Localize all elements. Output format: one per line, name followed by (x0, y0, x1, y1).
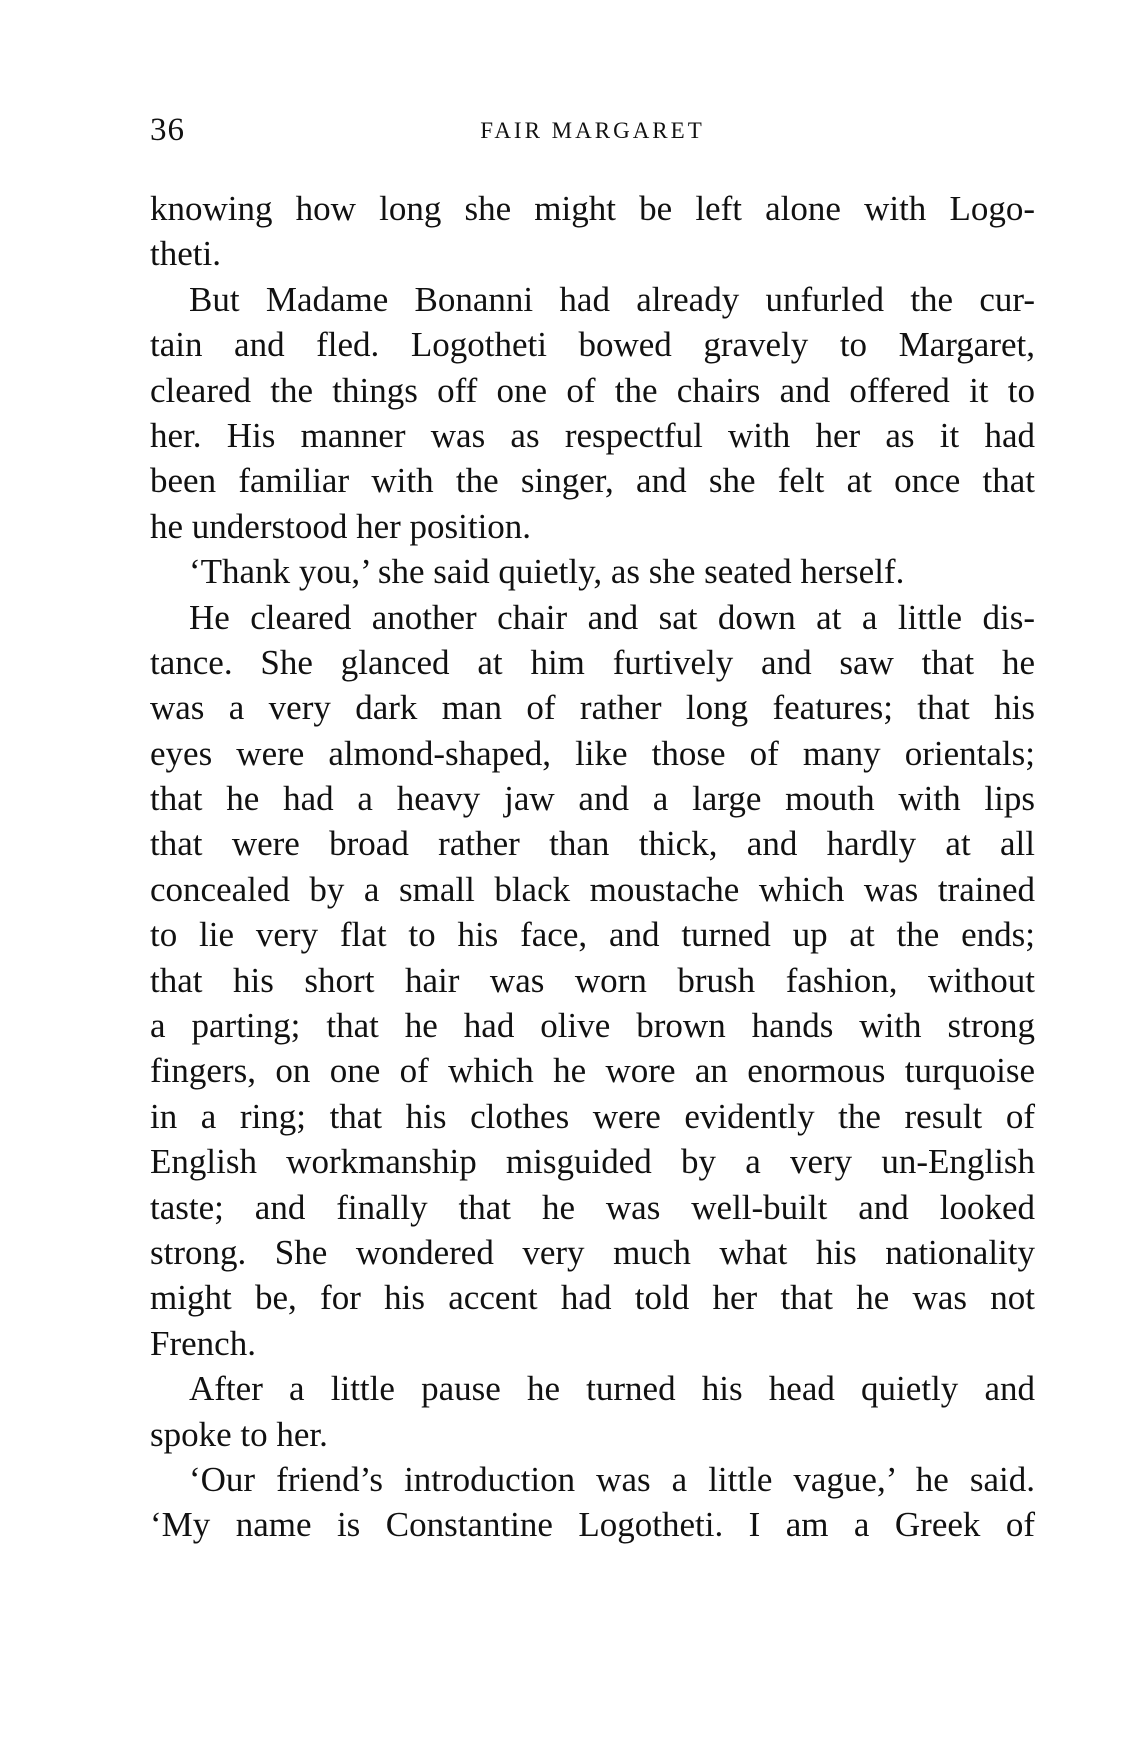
text-line: tain and fled. Logotheti bowed gravely to Margaret, (150, 325, 1035, 365)
text-line: eyes were almond-shaped, like those of many orientals; (150, 733, 1035, 773)
text-line: been familiar with the singer, and she felt at once that (150, 461, 1035, 501)
page-header (150, 112, 1035, 152)
text-line: her. His manner was as respectful with her as it had (150, 415, 1035, 455)
text-line: a parting; that he had olive brown hands with strong (150, 1006, 1035, 1046)
page-number: 36 (150, 112, 185, 148)
text-line: ‘Thank you,’ she said quietly, as she seated herself. (189, 552, 905, 592)
text-line: that were broad rather than thick, and hardly at all (150, 824, 1035, 864)
text-line: ‘Our friend’s introduction was a little vague,’ he said. (189, 1459, 1035, 1499)
text-line: spoke to her. (150, 1414, 328, 1454)
text-line: he understood her position. (150, 506, 532, 546)
text-line: might be, for his accent had told her that he was not (150, 1278, 1035, 1318)
text-line: fingers, on one of which he wore an enormous turquoise (150, 1051, 1035, 1091)
text-line: After a little pause he turned his head quietly and (189, 1369, 1035, 1409)
text-line: theti. (150, 234, 221, 274)
text-line: strong. She wondered very much what his nationality (150, 1232, 1035, 1272)
text-line: that he had a heavy jaw and a large mouth with lips (150, 779, 1035, 819)
text-line: concealed by a small black moustache which was trained (150, 869, 1035, 909)
text-line: French. (150, 1323, 256, 1363)
text-line: But Madame Bonanni had already unfurled the cur- (189, 279, 1035, 319)
text-line: English workmanship misguided by a very un-English (150, 1142, 1035, 1182)
text-line: He cleared another chair and sat down at a little dis- (189, 597, 1035, 637)
body-text (150, 186, 1035, 1548)
text-line: was a very dark man of rather long features; that his (150, 688, 1035, 728)
text-line: that his short hair was worn brush fashion, without (150, 960, 1035, 1000)
text-line: knowing how long she might be left alone with Logo- (150, 189, 1035, 228)
text-line: in a ring; that his clothes were evidently the result of (150, 1096, 1035, 1136)
running-title: FAIR MARGARET (480, 118, 705, 143)
text-line: taste; and finally that he was well-built and looked (150, 1187, 1035, 1227)
text-line: to lie very flat to his face, and turned up at the ends; (150, 915, 1035, 955)
text-line: ‘My name is Constantine Logotheti. I am a Greek of (150, 1505, 1035, 1545)
text-line: tance. She glanced at him furtively and saw that he (150, 642, 1035, 682)
text-line: cleared the things off one of the chairs and offered it to (150, 370, 1035, 410)
